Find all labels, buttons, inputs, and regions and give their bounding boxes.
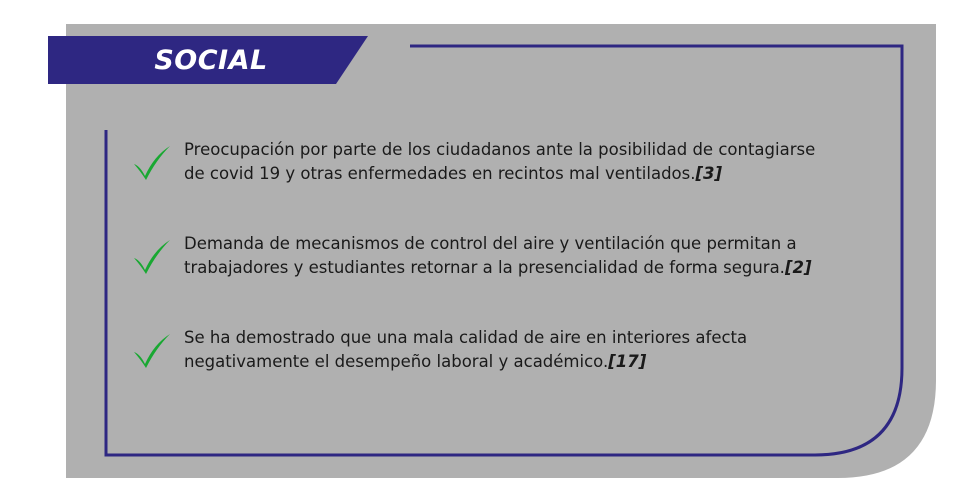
item-text-line-1: Demanda de mecanismos de control del aire y ventilación que permitan a [184,234,797,253]
section-title: SOCIAL [154,44,268,76]
list-item [130,326,870,374]
reference-badge: [2] [784,258,812,277]
check-icon [130,330,172,370]
check-icon [130,142,172,182]
item-text [184,232,812,280]
item-text-line-1: Preocupación por parte de los ciudadanos ante la posibilidad de contagiarse [184,140,816,159]
reference-badge: [17] [608,352,647,371]
item-text-line-2: de covid 19 y otras enfermedades en recintos mal ventilados. [184,164,696,183]
list-item [130,232,870,280]
item-text-line-2: trabajadores y estudiantes retornar a la presencialidad de forma segura. [184,258,785,277]
item-text [184,138,815,186]
check-icon [130,236,172,276]
list-item [130,138,870,186]
item-text-line-1: Se ha demostrado que una mala calidad de aire en interiores afecta [184,328,748,347]
reference-badge: [3] [695,164,723,183]
item-text-line-2: negativamente el desempeño laboral y académico. [184,352,609,371]
item-text [184,326,747,374]
